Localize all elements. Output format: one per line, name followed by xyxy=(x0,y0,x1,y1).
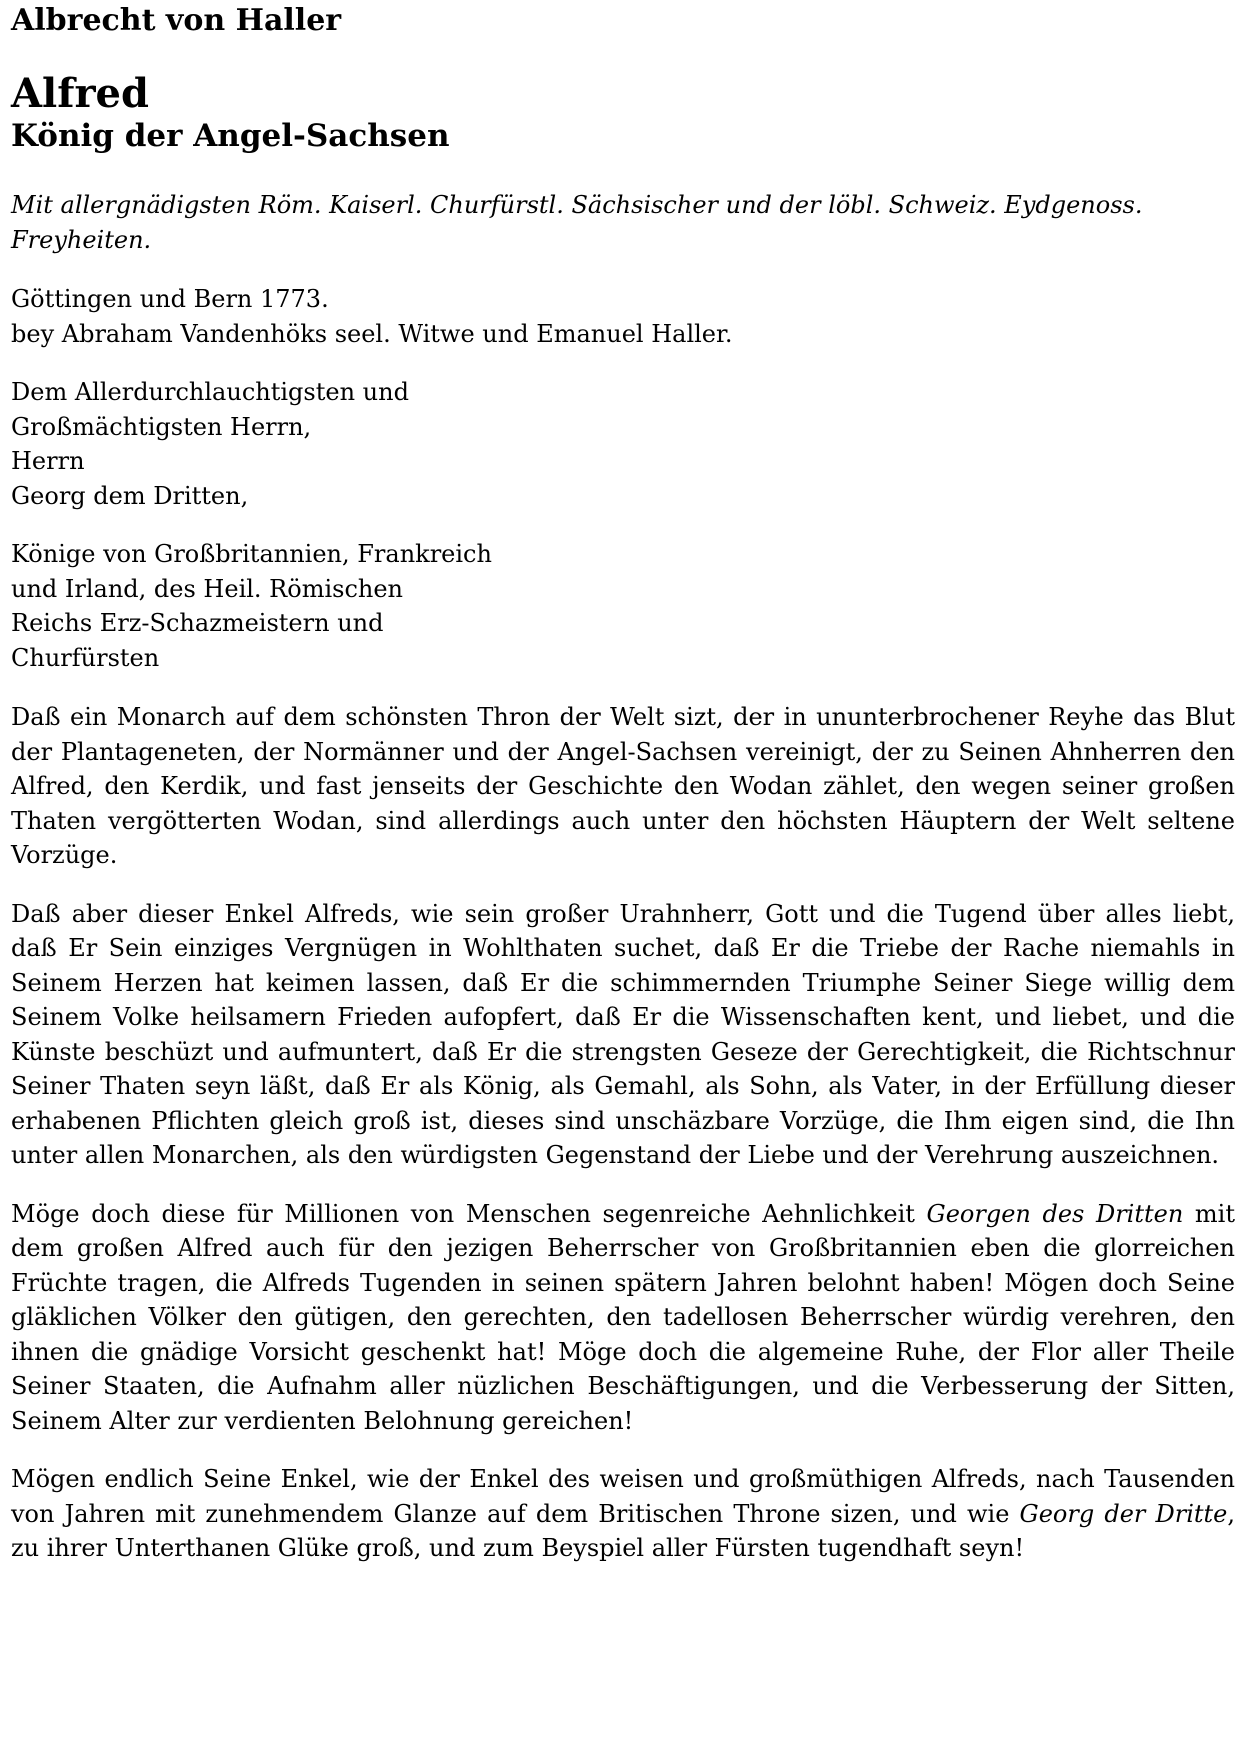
paragraph-text: , zu ihrer Unterthanen Glüke groß, und zum Beyspiel aller Fürsten tugendhaft seyn! xyxy=(11,1499,1236,1562)
paragraph-text: mit dem großen Alfred auch für den jezigen Beherrscher von Großbritannien eben die glorreichen Früchte tragen, die Alfreds Tugenden in seinen spätern Jahren belohnt haben! Mögen doch Seine gläklichen Völker den gütigen, den gerechten, den tadellosen Beherrscher würdig verehren, den ihnen die gnädige Vorsicht geschenkt hat! Möge doch die algemeine Ruhe, der Flor aller Theile Seiner Staaten, die Aufnahm aller nüzlichen Beschäftigungen, und die Verbesserung der Sitten, Seinem Alter zur verdienten Belohnung gereichen! xyxy=(11,1199,1235,1435)
privilege-note: Mit allergnädigsten Röm. Kaiserl. Churfürstl. Sächsischer und der löbl. Schweiz. Eydgenoss. Freyheiten. xyxy=(11,191,1143,254)
dedication-line: Churfürsten xyxy=(11,643,160,672)
page-title: Alfred xyxy=(11,70,149,117)
imprint-publisher: bey Abraham Vandenhöks seel. Witwe und Emanuel Haller. xyxy=(11,319,733,348)
dedication-block-1 xyxy=(11,375,1235,513)
emphasis-name: Georgen des Dritten xyxy=(926,1199,1184,1228)
body-paragraph-1: Daß ein Monarch auf dem schönsten Thron der Welt sizt, der in ununterbrochener Reyhe das Blut der Plantageneten, der Normänner und der Angel-Sachsen vereinigt, der zu Seinen Ahnherren den Alfred, den Kerdik, und fast jenseits der Geschichte den Wodan zählet, den wegen seiner großen Thaten vergötterten Wodan, sind allerdings auch unter den höchsten Häuptern der Welt seltene Vorzüge. xyxy=(11,703,1235,869)
dedication-line: Großmächtigsten Herrn, xyxy=(11,412,312,441)
dedication-line: Könige von Großbritannien, Frankreich xyxy=(11,540,492,568)
imprint-place: Göttingen und Bern 1773. xyxy=(11,285,329,313)
dedication-line: Dem Allerdurchlauchtigsten und xyxy=(11,378,409,406)
body-paragraph-2: Daß aber dieser Enkel Alfreds, wie sein großer Urahnherr, Gott und die Tugend über alles liebt, daß Er Sein einziges Vergnügen in Wohlthaten suchet, daß Er die Triebe der Rache niemahls in Seinem Herzen hat keimen lassen, daß Er die schimmernden Triumphe Seiner Siege willig dem Seinem Volke heilsamern Frieden aufopfert, daß Er die Wissenschaften kent, und liebet, und die Künste beschüzt und aufmuntert, daß Er die strengsten Geseze der Gerechtigkeit, die Richtschnur Seiner Thaten seyn läßt, daß Er als König, als Gemahl, als Sohn, als Vater, in der Erfüllung dieser erhabenen Pflichten gleich groß ist, dieses sind unschäzbare Vorzüge, die Ihm eigen sind, die Ihn unter allen Monarchen, als den würdigsten Gegenstand der Liebe und der Verehrung auszeichnen. xyxy=(11,899,1235,1169)
dedication-line: und Irland, des Heil. Römischen xyxy=(11,574,404,603)
body-paragraph-4 xyxy=(11,1462,1235,1566)
emphasis-name: Georg der Dritte xyxy=(1019,1499,1228,1528)
dedication-line: Reichs Erz-Schazmeistern und xyxy=(11,609,384,637)
dedication-line: Herrn xyxy=(11,447,85,475)
imprint xyxy=(11,282,1235,351)
body-paragraph-3 xyxy=(11,1197,1235,1439)
dedication-line: Georg dem Dritten, xyxy=(11,481,249,510)
page-subtitle: König der Angel-Sachsen xyxy=(11,118,450,154)
author-heading: Albrecht von Haller xyxy=(11,3,342,38)
document-page xyxy=(11,0,1235,1566)
dedication-block-2 xyxy=(11,537,1235,675)
paragraph-text: Mögen endlich Seine Enkel, wie der Enkel des weisen und großmüthigen Alfreds, nach Tausenden von Jahren mit zunehmendem Glanze auf dem Britischen Throne sizen, und wie xyxy=(11,1465,1235,1528)
paragraph-text: Möge doch diese für Millionen von Menschen segenreiche Aehnlichkeit xyxy=(11,1199,927,1228)
